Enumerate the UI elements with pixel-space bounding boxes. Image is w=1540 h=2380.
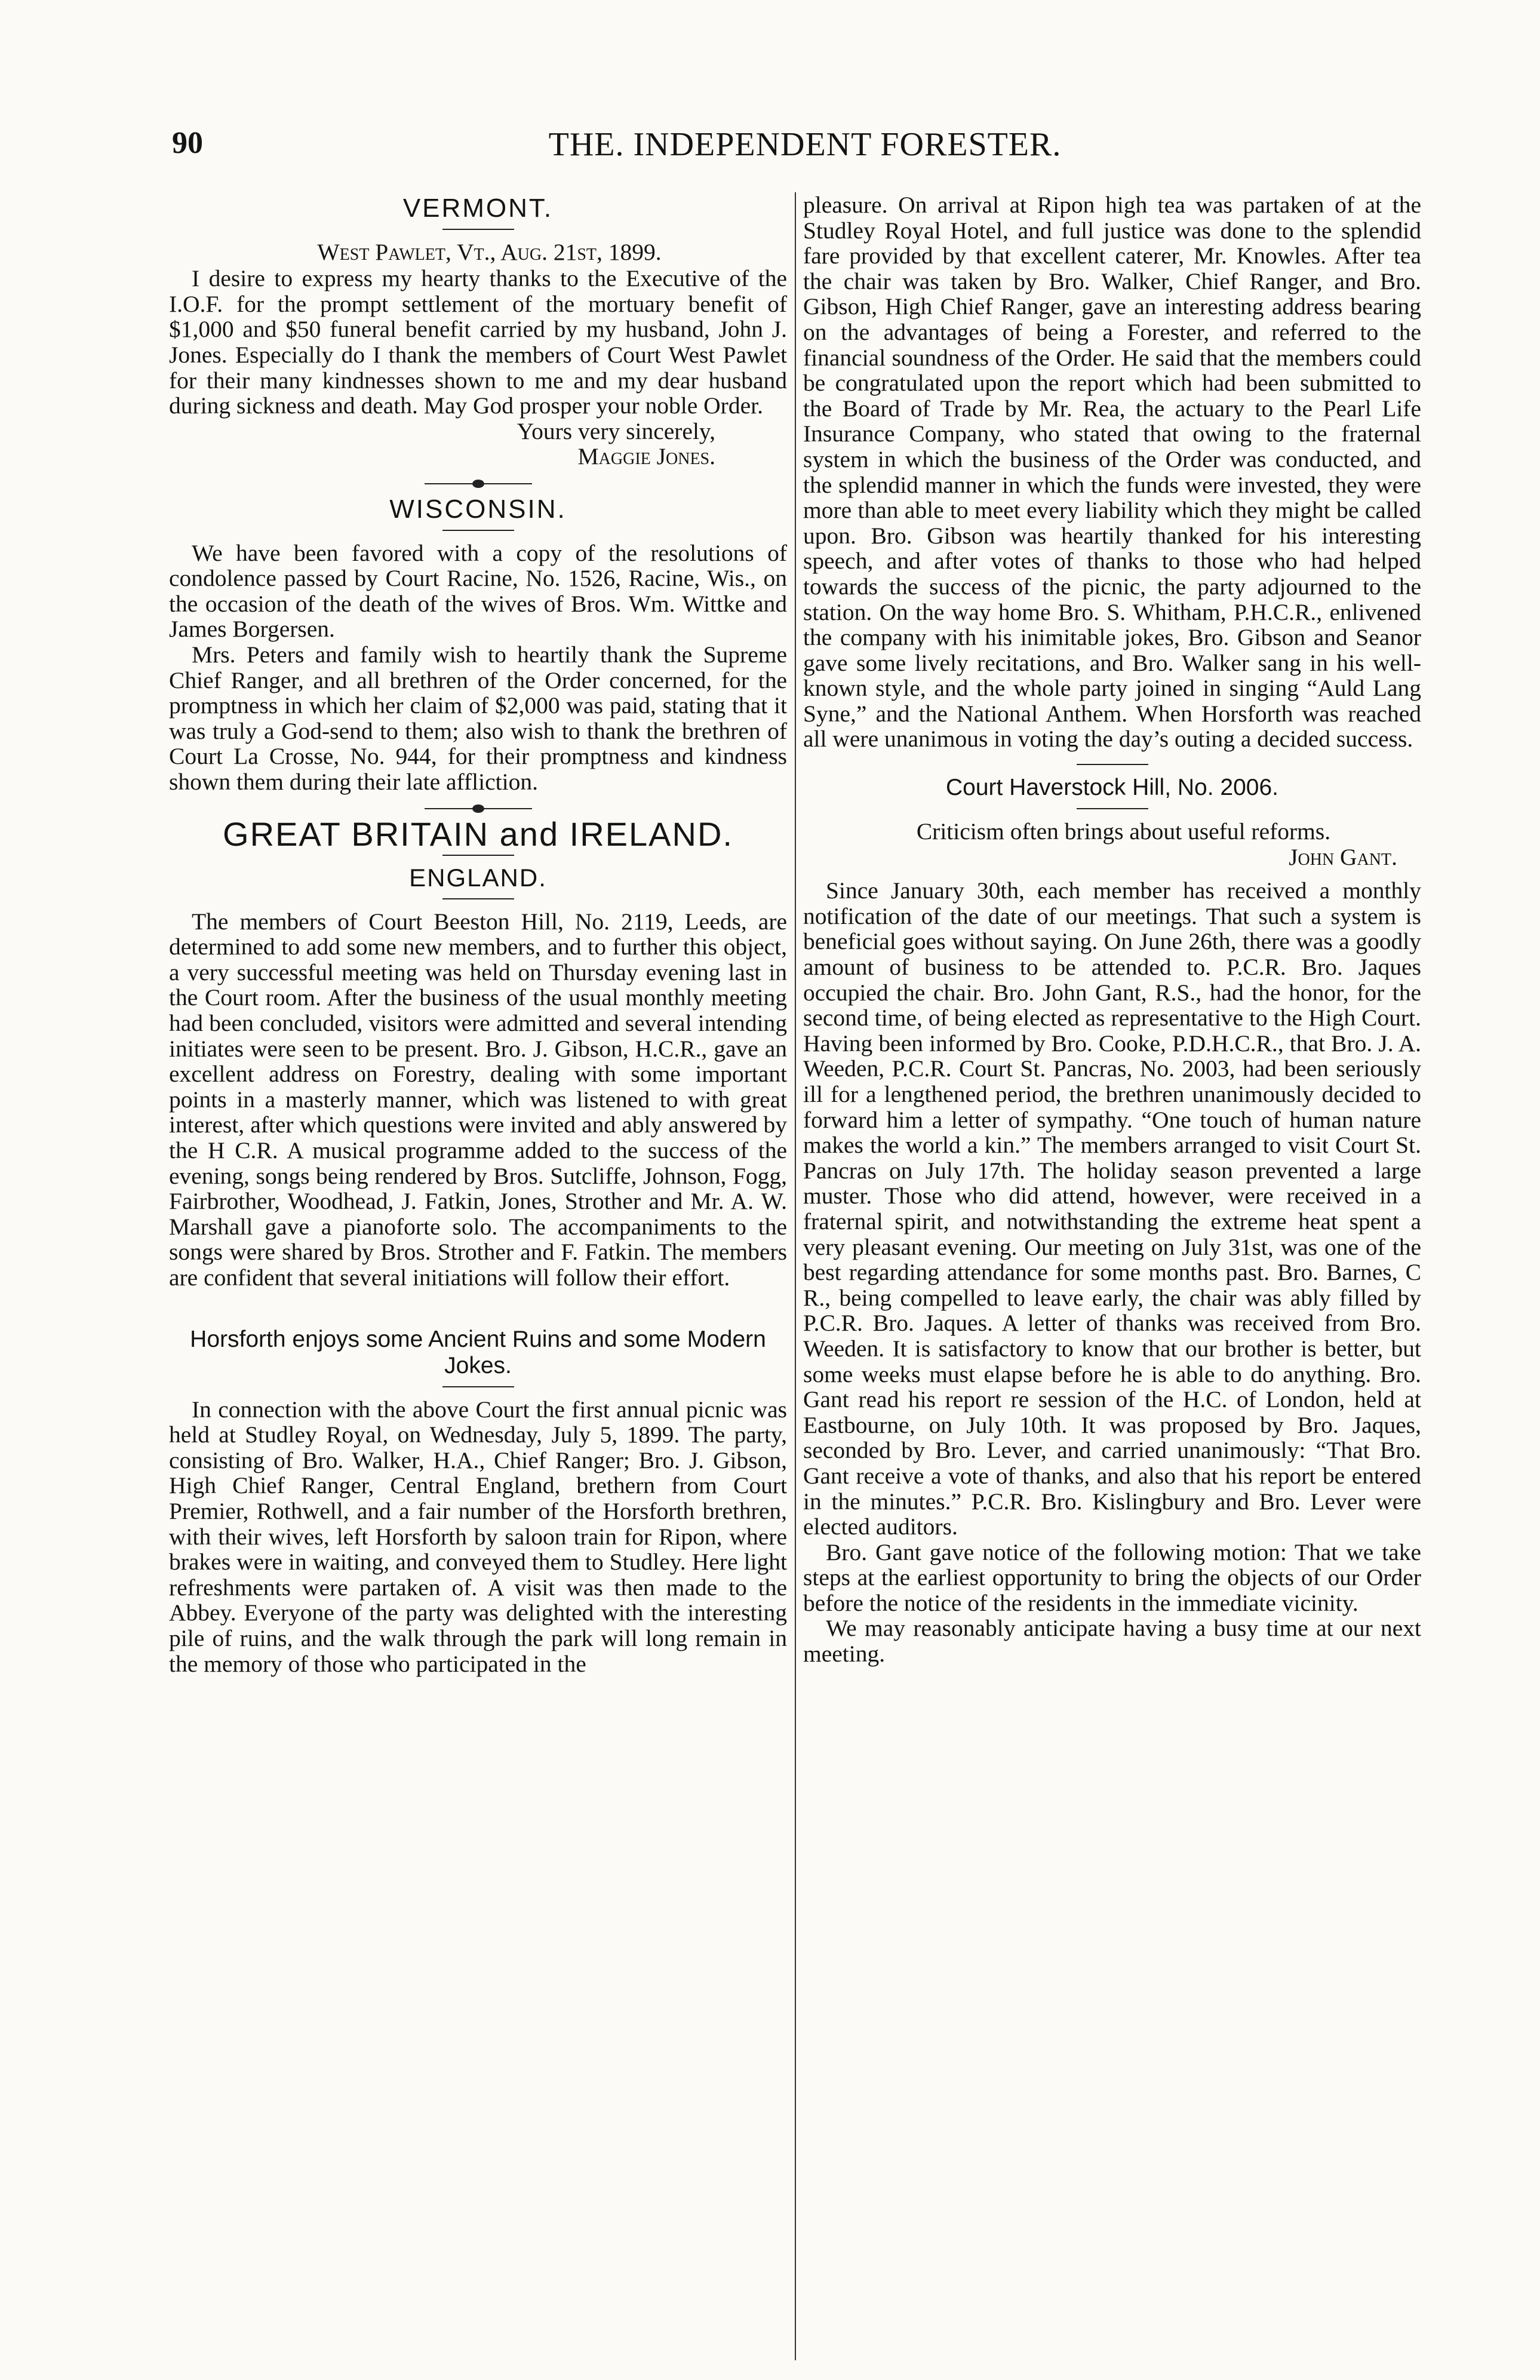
section-heading-great-britain: GREAT BRITAIN and IRELAND. xyxy=(223,815,733,853)
article-heading-haverstock: Court Haverstock Hill, No. 2006. xyxy=(945,775,1279,801)
right-column xyxy=(803,192,1421,1667)
divider xyxy=(442,229,514,230)
closing: Yours very sincerely, xyxy=(517,417,715,444)
page-number: 90 xyxy=(172,126,203,160)
divider xyxy=(442,1386,514,1387)
ornament-divider xyxy=(425,479,532,489)
left-column xyxy=(169,192,787,1676)
paragraph: We may reasonably anticipate having a busy time at our next meeting. xyxy=(803,1615,1421,1667)
epigraph: Criticism often brings about useful reforms. xyxy=(916,818,1331,845)
divider xyxy=(442,855,514,856)
paragraph: Since January 30th, each member has received a monthly notification of the date of our meetings. That such a system is beneficial goes without saying. On June 26th, there was a goodly amount of business to be attended to. P.C.R. Bro. Jaques occupied the chair. Bro. John Gant, R.S., had the honor, for the second time, of being elected as representative to the High Court. Having been informed by Bro. Cooke, P.D.H.C.R., that Bro. J. A. Weeden, P.C.R. Court St. Pancras, No. 2003, had been seriously ill for a lengthened period, the brethren unanimously decided to forward him a letter of sympathy. “One touch of human nature makes the world a kin.” The members arranged to visit Court St. Pancras on July 17th. The holiday season prevented a large muster. Those who did attend, however, were received in a fraternal spirit, and notwithstanding the extreme heat spent a very pleasant evening. Our meeting on July 31st, was one of the best regarding attendance for some months past. Bro. Barnes, C R., being compelled to leave early, the chair was ably filled by P.C.R. Bro. Jaques. A letter of thanks was received from Bro. Weeden. It is satisfactory to know that our brother is better, but some weeks must elapse before he is able to do anything. Bro. Gant read his report re session of the H.C. of London, held at Eastbourne, on July 10th. It was proposed by Bro. Jaques, seconded by Bro. Lever, and carried unanimously: “That Bro. Gant receive a vote of thanks, and also that his report be entered in the minutes.” P.C.R. Bro. Kislingbury and Bro. Lever were elected auditors. xyxy=(803,877,1421,1540)
page-header xyxy=(172,125,1414,173)
paragraph: We have been favored with a copy of the resolutions of condolence passed by Court Racine, No. 1526, Racine, Wis., on the occasion of the death of the wives of Bros. Wm. Wittke and James Borgersen. xyxy=(169,539,787,643)
article-heading-horsforth: Horsforth enjoys some Ancient Ruins and some Modern Jokes. xyxy=(190,1326,766,1378)
paragraph: The members of Court Beeston Hill, No. 2119, Leeds, are determined to add some new members, and to further this object, a very successful meeting was held on Thursday evening last in the Court room. After the business of the usual monthly meeting had been concluded, visitors were admitted and several intending initiates were seen to be present. Bro. J. Gibson, H.C.R., gave an excellent address on Forestry, dealing with some important points in a masterly manner, which was listened to with great interest, after which questions were invited and ably answered by the H C.R. A musical programme added to the success of the evening, songs being rendered by Bros. Sutcliffe, Johnson, Fogg, Fairbrother, Woodhead, J. Fatkin, Jones, Strother and Mr. A. W. Marshall gave a pianoforte solo. The accompaniments to the songs were shared by Bros. Strother and F. Fatkin. The members are confident that several initiations will follow their effort. xyxy=(169,908,787,1291)
epigraph-attribution: John Gant. xyxy=(1289,843,1397,870)
subheading-england: ENGLAND. xyxy=(409,864,547,892)
signature: Maggie Jones. xyxy=(577,443,715,470)
column-divider xyxy=(795,192,796,2360)
running-title: THE. INDEPENDENT FORESTER. xyxy=(548,126,1062,163)
spacer xyxy=(169,1291,787,1326)
divider xyxy=(442,530,514,531)
paragraph: Bro. Gant gave notice of the following motion: That we take steps at the earliest opportunity to bring the objects of our Order before the notice of the residents in the immediate vicinity. xyxy=(803,1538,1421,1616)
section-heading-wisconsin: WISCONSIN. xyxy=(389,494,567,524)
ornament-divider xyxy=(425,804,532,813)
divider xyxy=(442,898,514,899)
dateline: West Pawlet, Vt., Aug. 21st, 1899. xyxy=(317,238,662,265)
paragraph: I desire to express my hearty thanks to the Executive of the I.O.F. for the prompt settlement of the mortuary benefit of $1,000 and $50 funeral benefit carried by my husband, John J. Jones. Especially do I thank the members of Court West Pawlet for their many kindnesses shown to me and my dear husband during sickness and death. May God prosper your noble Order. xyxy=(169,265,787,419)
section-heading-vermont: VERMONT. xyxy=(402,194,554,223)
divider xyxy=(1077,808,1148,809)
divider xyxy=(1077,764,1148,765)
paragraph-continued: pleasure. On arrival at Ripon high tea was partaken of at the Studley Royal Hotel, and full justice was done to the splendid fare provided by that excellent caterer, Mr. Knowles. After tea the chair was taken by Bro. Walker, Chief Ranger, and Bro. Gibson, High Chief Ranger, gave an interesting address bearing on the advantages of being a Forester, and referred to the financial soundness of the Order. He said that the members could be congratulated upon the report which had been submitted to the Board of Trade by Mr. Rea, the actuary to the Pearl Life Insurance Company, who stated that owing to the fraternal system in which the business of the Order was conducted, and the splendid manner in which the funds were invested, they were more than able to meet every liability which they might be called upon. Bro. Gibson was heartily thanked for his interesting speech, and after votes of thanks to those who had helped towards the success of the picnic, the party adjourned to the station. On the way home Bro. S. Whitham, P.H.C.R., enlivened the company with his inimitable jokes, Bro. Gibson and Seanor gave some lively recitations, and Bro. Walker sang in his well-known style, and the whole party joined in singing “Auld Lang Syne,” and the National Anthem. When Horsforth was reached all were unanimous in voting the day’s outing a decided success. xyxy=(803,192,1421,753)
paragraph: In connection with the above Court the first annual picnic was held at Studley Royal, on Wednesday, July 5, 1899. The party, consisting of Bro. Walker, H.A., Chief Ranger; Bro. J. Gibson, High Chief Ranger, Central England, brethern from Court Premier, Rothwell, and a fair number of the Horsforth brethren, with their wives, left Horsforth by saloon train for Ripon, where brakes were in waiting, and conveyed them to Studley. Here light refreshments were partaken of. A visit was then made to the Abbey. Everyone of the party was delighted with the interesting pile of ruins, and the walk through the park will long remain in the memory of those who participated in the xyxy=(169,1396,787,1677)
paragraph: Mrs. Peters and family wish to heartily thank the Supreme Chief Ranger, and all brethren of the Order concerned, for the promptness in which her claim of $2,000 was paid, stating that it was truly a God-send to them; also wish to thank the brethren of Court La Crosse, No. 944, for their promptness and kindness shown them during their late affliction. xyxy=(169,641,787,795)
